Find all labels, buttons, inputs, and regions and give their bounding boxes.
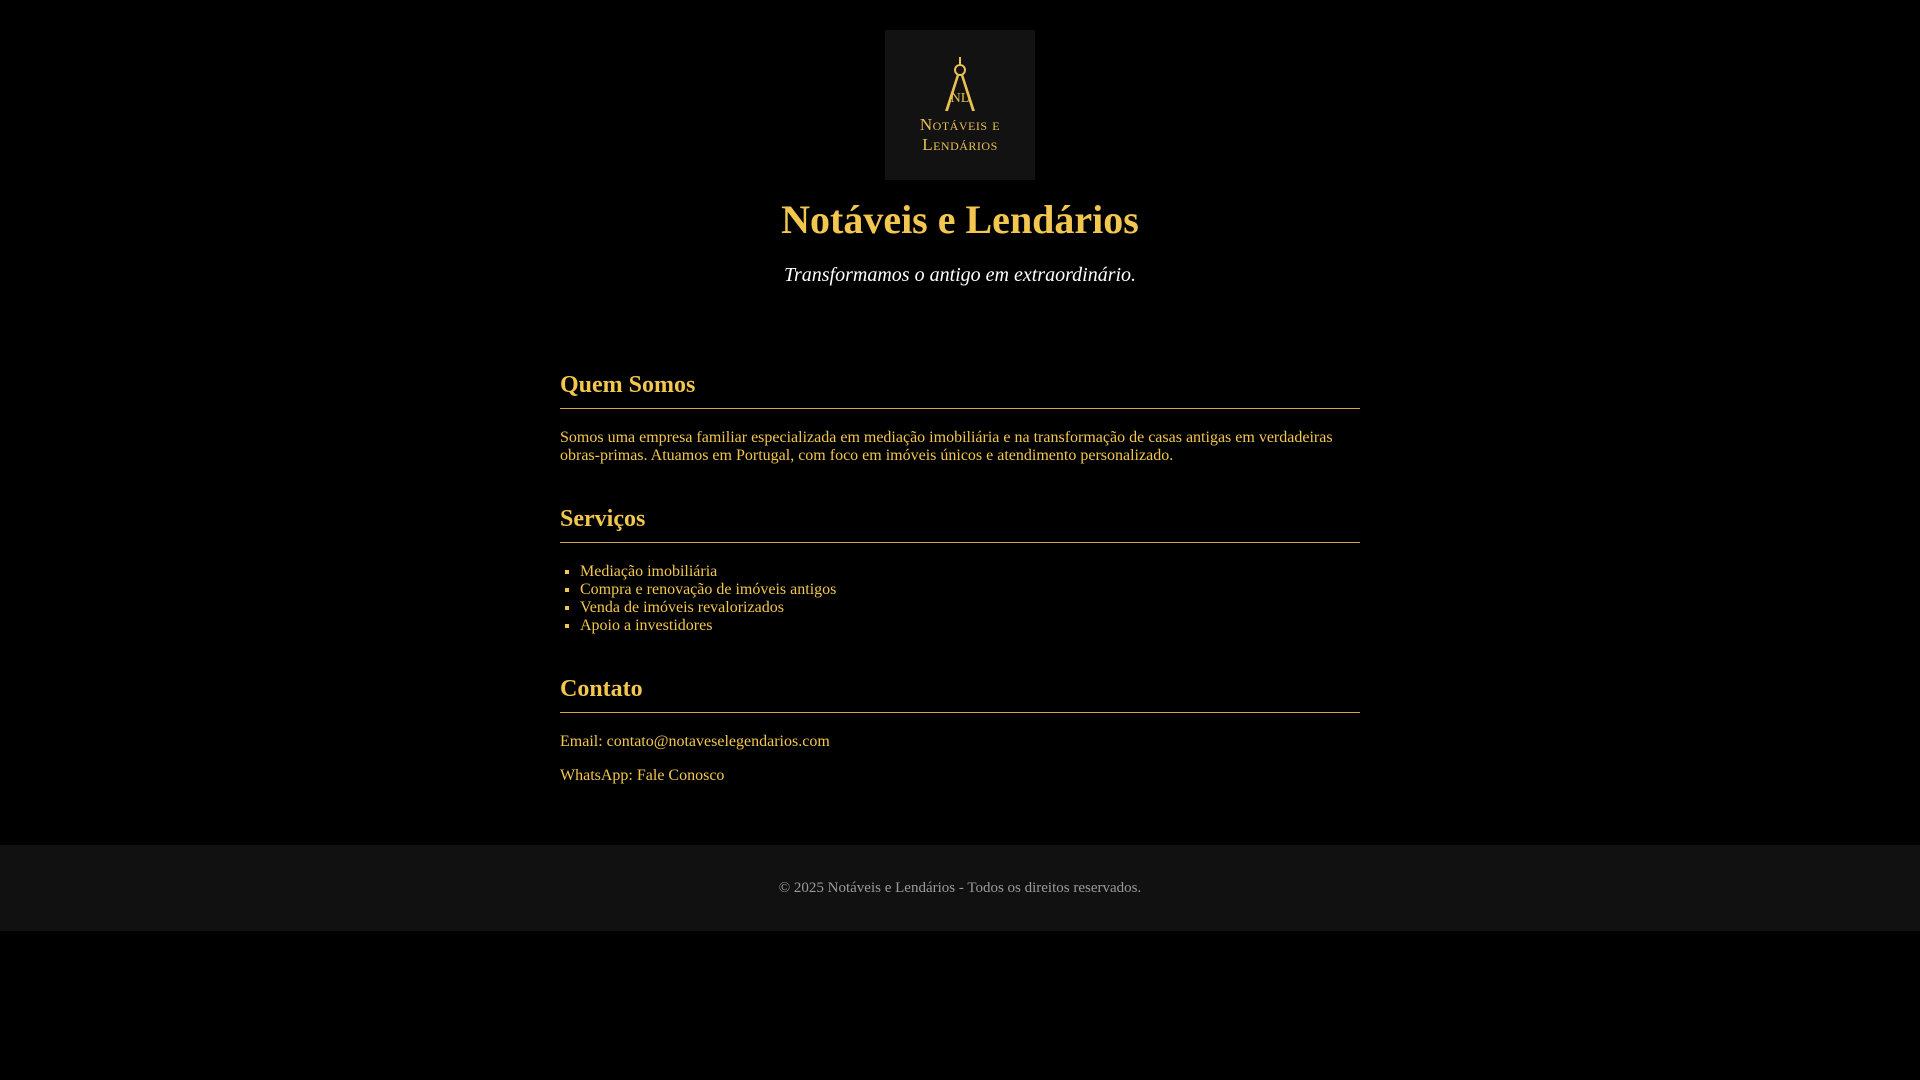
- email-line: [560, 733, 1360, 751]
- site-title: Notáveis e Lendários: [781, 197, 1139, 242]
- whatsapp-link[interactable]: Fale Conosco: [636, 767, 725, 784]
- services-heading: Serviços: [560, 505, 1360, 543]
- logo-text-line-1: Notáveis e: [919, 115, 1001, 134]
- whatsapp-label: WhatsApp:: [560, 767, 637, 784]
- service-item: ▪ Compra e renovação de imóveis antigos: [580, 581, 1360, 599]
- main-content: [560, 287, 1360, 785]
- logo-monogram: NL: [950, 91, 970, 106]
- compass-icon: [936, 55, 984, 115]
- email-link[interactable]: contato@notaveselegendarios.com: [606, 733, 830, 750]
- whatsapp-line: [560, 767, 1360, 785]
- about-section: [560, 371, 1360, 465]
- services-section: [560, 505, 1360, 635]
- service-item: ▪ Venda de imóveis revalorizados: [580, 599, 1360, 617]
- tagline: Transformamos o antigo em extraordinário.: [783, 264, 1137, 286]
- service-item: ▪ Apoio a investidores: [580, 617, 1360, 635]
- logo[interactable]: [885, 30, 1035, 180]
- contact-section: [560, 675, 1360, 785]
- services-list: [560, 563, 1360, 635]
- site-footer: [0, 845, 1920, 931]
- logo-text-line-2: Lendários: [922, 135, 998, 154]
- about-text: Somos uma empresa familiar especializada em mediação imobiliária e na transformação de casas antigas em verdadeiras obras-primas. Atuamos em Portugal, com foco em imóveis únicos e atendimento personalizado.: [560, 429, 1333, 464]
- contact-heading: Contato: [560, 675, 1360, 713]
- hero-header: [0, 0, 1920, 287]
- copyright-text: © 2025 Notáveis e Lendários - Todos os direitos reservados.: [778, 879, 1142, 896]
- email-label: Email:: [560, 733, 607, 750]
- about-heading: Quem Somos: [560, 371, 1360, 409]
- service-item: ▪ Mediação imobiliária: [580, 563, 1360, 581]
